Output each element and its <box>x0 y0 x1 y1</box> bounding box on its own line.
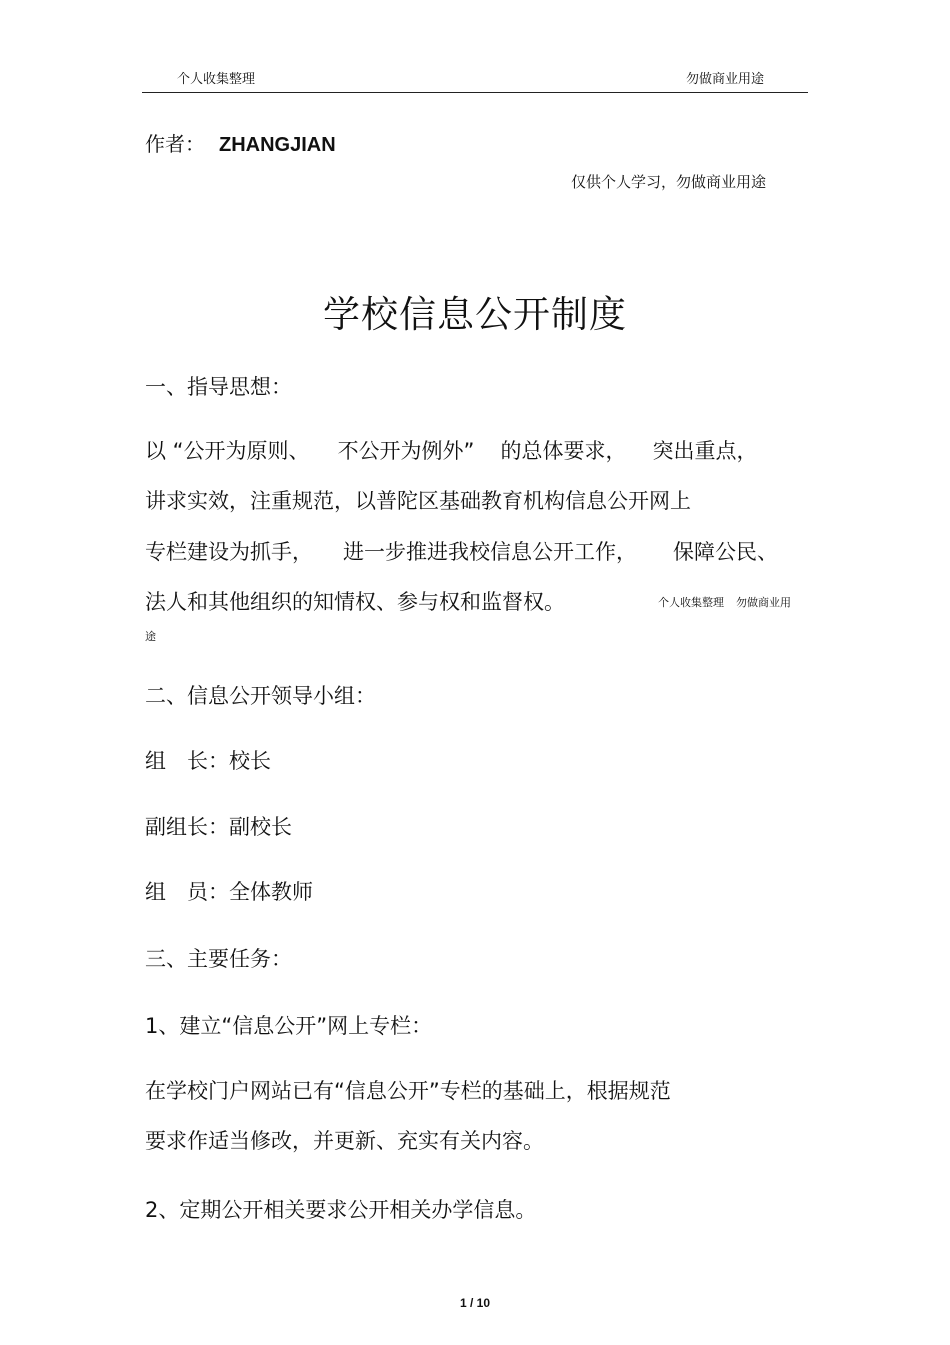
task-1-line-2: 要求作适当修改，并更新、充实有关内容。 <box>145 1129 544 1153</box>
p1-segment-g: 保障公民、 <box>673 540 778 564</box>
p1-segment-e: 专栏建设为抓手， <box>145 540 313 564</box>
inline-note-1: 个人收集整理 <box>658 596 724 609</box>
p1-segment-b: 不公开为例外” <box>337 439 475 463</box>
p1-segment-c: 的总体要求， <box>500 439 627 463</box>
p1-segment-f: 进一步推进我校信息公开工作， <box>343 540 637 564</box>
p1-segment-a: 以 “公开为原则、 <box>145 439 310 463</box>
author-line <box>145 128 336 157</box>
page-number: 1 / 10 <box>459 1296 491 1310</box>
paragraph-1-line-1 <box>145 435 757 465</box>
usage-notice: 仅供个人学习，勿做商业用途 <box>570 173 766 191</box>
section-1-heading: 一、指导思想： <box>145 375 292 399</box>
task-1-line-1: 在学校门户网站已有“信息公开”专栏的基础上，根据规范 <box>145 1079 671 1103</box>
inline-note <box>658 594 791 610</box>
header-right-text: 勿做商业用途 <box>685 72 764 87</box>
document-title: 学校信息公开制度 <box>323 293 627 336</box>
leader-line: 组 长：校长 <box>145 749 271 773</box>
section-3-heading: 三、主要任务： <box>145 947 292 971</box>
p1-segment-d: 突出重点， <box>652 439 758 463</box>
section-2-heading: 二、信息公开领导小组： <box>145 684 376 708</box>
inline-note-2: 勿做商业用 <box>736 596 791 609</box>
author-name: ZHANGJIAN <box>219 134 336 156</box>
task-2-heading: 2、定期公开相关要求公开相关办学信息。 <box>145 1198 537 1222</box>
page-header <box>142 62 808 93</box>
paragraph-1-line-4: 法人和其他组织的知情权、参与权和监督权。 <box>145 590 565 614</box>
paragraph-1-line-3 <box>145 536 778 566</box>
inline-note-wrap: 途 <box>145 630 156 643</box>
deputy-leader-line: 副组长：副校长 <box>145 815 292 839</box>
header-left-text: 个人收集整理 <box>177 72 256 87</box>
author-label: 作者： <box>145 132 205 156</box>
task-1-heading: 1、建立“信息公开”网上专栏： <box>145 1014 433 1038</box>
paragraph-1-line-2: 讲求实效，注重规范，以普陀区基础教育机构信息公开网上 <box>145 489 691 513</box>
member-line: 组 员：全体教师 <box>145 880 313 904</box>
